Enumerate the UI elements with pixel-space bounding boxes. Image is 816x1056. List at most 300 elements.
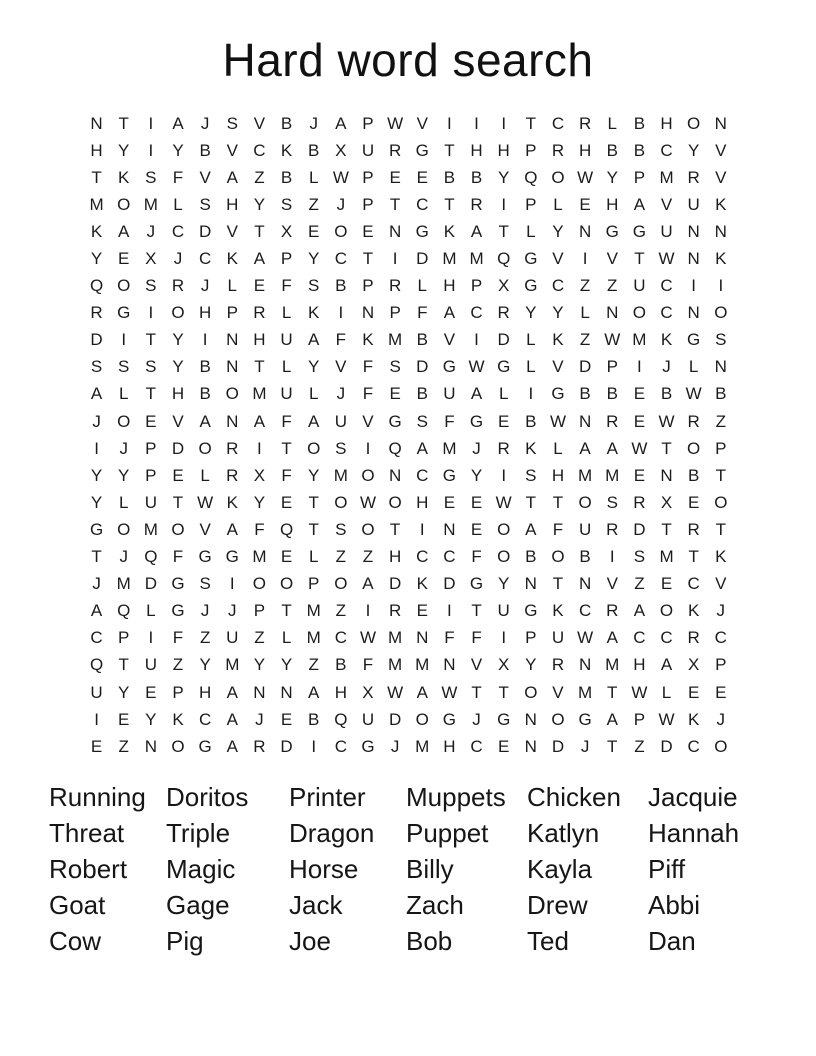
grid-letter: E [145, 411, 157, 431]
grid-letter: A [335, 113, 347, 133]
grid-letter: T [145, 384, 157, 404]
grid-letter: O [171, 519, 185, 539]
grid-letter: B [308, 709, 320, 729]
grid-row [83, 489, 734, 516]
grid-letter: H [226, 194, 239, 214]
grid-letter: J [309, 113, 318, 133]
grid-letter: C [416, 547, 429, 567]
grid-letter: L [281, 357, 292, 377]
grid-letter: O [632, 303, 646, 323]
grid-letter: A [633, 194, 646, 214]
grid-letter: A [362, 574, 374, 594]
grid-letter: G [469, 411, 484, 431]
word-list-item: Triple [166, 818, 231, 848]
grid-letter: T [308, 519, 319, 539]
grid-letter: U [280, 384, 293, 404]
grid-letter: F [444, 411, 455, 431]
grid-letter: B [280, 167, 293, 187]
grid-letter: D [144, 574, 157, 594]
grid-letter: J [662, 357, 671, 377]
grid-letter: G [117, 303, 131, 323]
grid-letter: G [89, 519, 104, 539]
grid-letter: U [551, 628, 565, 648]
grid-letter: L [281, 628, 292, 648]
grid-letter: O [687, 438, 701, 458]
grid-letter: W [468, 357, 485, 377]
grid-letter: P [715, 655, 727, 675]
grid-letter: E [687, 682, 700, 702]
grid-letter: K [308, 303, 320, 323]
grid-letter: U [334, 411, 347, 431]
grid-letter: C [687, 736, 700, 756]
grid-letter: L [146, 601, 156, 621]
grid-letter: B [633, 140, 646, 160]
grid-row [83, 408, 734, 435]
grid-letter: R [388, 601, 402, 621]
grid-letter: A [660, 655, 673, 675]
grid-letter: E [118, 709, 130, 729]
word-list-item: Doritos [166, 782, 249, 812]
grid-letter: Z [579, 330, 591, 350]
grid-letter: C [171, 221, 185, 241]
grid-letter: U [90, 682, 103, 702]
grid-letter: S [389, 357, 401, 377]
grid-letter: P [715, 438, 727, 458]
grid-letter: D [578, 357, 592, 377]
grid-letter: T [661, 519, 672, 539]
word-list-item: Kayla [527, 854, 593, 884]
grid-letter: J [200, 113, 210, 133]
grid-letter: V [606, 249, 618, 269]
grid-letter: F [471, 628, 482, 648]
grid-letter: T [498, 221, 509, 241]
grid-letter: A [253, 411, 266, 431]
grid-letter: M [578, 465, 593, 485]
word-list-item: Running [49, 782, 146, 812]
grid-row [83, 110, 734, 137]
grid-letter: O [714, 303, 728, 323]
grid-letter: M [306, 628, 321, 648]
grid-letter: P [226, 303, 238, 323]
grid-letter: C [551, 113, 565, 133]
grid-letter: N [578, 655, 592, 675]
grid-letter: E [498, 411, 510, 431]
grid-letter: E [389, 167, 401, 187]
grid-letter: U [226, 628, 239, 648]
grid-letter: D [660, 736, 673, 756]
grid-letter: M [442, 249, 457, 269]
grid-letter: J [336, 384, 346, 404]
grid-letter: C [416, 465, 429, 485]
grid-letter: T [552, 574, 564, 594]
grid-letter: Z [199, 628, 211, 648]
grid-letter: R [606, 519, 619, 539]
grid-letter: W [685, 384, 702, 404]
grid-letter: T [308, 492, 319, 512]
grid-letter: L [607, 113, 617, 133]
grid-letter: B [416, 384, 428, 404]
grid-letter: R [687, 167, 700, 187]
grid-letter: R [171, 276, 185, 296]
grid-letter: T [91, 547, 102, 567]
grid-letter: T [281, 601, 292, 621]
grid-letter: W [495, 492, 512, 512]
grid-letter: E [715, 682, 727, 702]
grid-letter: A [308, 330, 320, 350]
grid-letter: D [633, 519, 646, 539]
grid-letter: J [580, 736, 590, 756]
grid-letter: L [553, 438, 563, 458]
grid-letter: A [226, 682, 238, 702]
grid-letter: S [280, 194, 293, 214]
grid-letter: W [631, 438, 648, 458]
grid-letter: B [280, 113, 293, 133]
grid-letter: N [443, 655, 456, 675]
grid-letter: U [361, 709, 375, 729]
grid-letter: K [226, 249, 238, 269]
grid-letter: Y [145, 709, 157, 729]
grid-letter: F [172, 167, 184, 187]
grid-letter: D [198, 221, 212, 241]
grid-letter: K [90, 221, 103, 241]
grid-letter: G [442, 709, 457, 729]
grid-letter: M [143, 194, 158, 214]
grid-letter: X [335, 140, 347, 160]
grid-row [83, 300, 734, 327]
grid-letter: B [335, 655, 347, 675]
grid-letter: Q [334, 709, 348, 729]
grid-letter: N [578, 221, 592, 241]
grid-letter: R [551, 655, 565, 675]
grid-letter: K [715, 194, 727, 214]
grid-letter: O [551, 167, 565, 187]
grid-letter: Y [280, 655, 293, 675]
grid-letter: I [94, 438, 99, 458]
grid-letter: T [498, 682, 509, 702]
word-list-item: Magic [166, 854, 236, 884]
grid-letter: J [228, 601, 237, 621]
word-list-item: Cow [49, 926, 102, 956]
grid-letter: M [225, 655, 240, 675]
grid-letter: E [660, 574, 673, 594]
grid-letter: F [172, 628, 184, 648]
grid-letter: U [144, 492, 157, 512]
grid-letter: L [580, 303, 590, 323]
grid-letter: J [92, 411, 101, 431]
grid-letter: V [226, 140, 238, 160]
grid-letter: Y [525, 655, 537, 675]
grid-letter: J [119, 547, 128, 567]
grid-letter: N [660, 465, 673, 485]
grid-letter: V [335, 357, 347, 377]
grid-letter: P [145, 438, 157, 458]
grid-letter: Q [89, 655, 104, 675]
grid-letter: C [551, 276, 565, 296]
grid-letter: Q [524, 167, 538, 187]
grid-letter: T [389, 194, 401, 214]
grid-letter: S [145, 357, 157, 377]
grid-letter: G [442, 357, 457, 377]
grid-letter: B [525, 411, 537, 431]
grid-letter: K [660, 330, 673, 350]
word-list-item: Dan [648, 926, 696, 956]
grid-letter: L [308, 384, 319, 404]
grid-letter: C [660, 303, 673, 323]
grid-letter: E [687, 492, 700, 512]
grid-letter: G [469, 574, 484, 594]
grid-letter: Y [552, 221, 564, 241]
grid-letter: J [716, 601, 726, 621]
grid-letter: A [90, 601, 103, 621]
grid-letter: O [415, 709, 429, 729]
word-list-item: Horse [289, 854, 359, 884]
grid-letter: W [549, 411, 566, 431]
grid-letter: V [443, 330, 456, 350]
grid-letter: Y [470, 465, 483, 485]
grid-letter: W [604, 330, 621, 350]
grid-letter: T [281, 438, 292, 458]
grid-letter: E [389, 384, 401, 404]
grid-letter: D [497, 330, 510, 350]
grid-letter: I [94, 709, 99, 729]
grid-letter: N [416, 628, 429, 648]
grid-letter: P [606, 357, 618, 377]
grid-letter: G [524, 601, 538, 621]
grid-row [83, 245, 734, 272]
grid-letter: Z [579, 276, 591, 296]
grid-letter: N [361, 303, 375, 323]
grid-letter: N [687, 249, 700, 269]
grid-letter: B [199, 140, 211, 160]
grid-letter: B [416, 330, 428, 350]
grid-letter: X [362, 682, 374, 702]
grid-letter: N [714, 221, 727, 241]
grid-letter: A [226, 167, 238, 187]
grid-letter: T [145, 330, 157, 350]
grid-letter: K [172, 709, 184, 729]
grid-letter: I [691, 276, 697, 296]
grid-letter: G [497, 709, 511, 729]
grid-letter: T [118, 113, 129, 133]
word-list-item: Joe [289, 926, 331, 956]
grid-letter: W [359, 628, 376, 648]
grid-letter: C [470, 736, 483, 756]
grid-letter: S [90, 357, 103, 377]
grid-letter: V [253, 113, 266, 133]
grid-letter: I [365, 438, 371, 458]
grid-letter: G [524, 276, 538, 296]
grid-letter: I [501, 194, 507, 214]
grid-letter: M [388, 330, 403, 350]
grid-letter: O [659, 601, 674, 621]
grid-letter: D [551, 736, 565, 756]
grid-letter: T [471, 601, 482, 621]
grid-letter: F [281, 411, 292, 431]
grid-letter: M [388, 628, 403, 648]
grid-letter: O [252, 574, 267, 594]
grid-letter: S [226, 113, 238, 133]
grid-letter: R [687, 519, 700, 539]
grid-letter: I [148, 303, 154, 323]
grid-letter: E [470, 492, 483, 512]
grid-letter: F [281, 276, 292, 296]
grid-letter: U [361, 140, 375, 160]
grid-letter: H [606, 194, 619, 214]
grid-letter: M [632, 330, 647, 350]
grid-letter: G [361, 736, 375, 756]
grid-letter: I [229, 574, 235, 594]
grid-letter: O [279, 574, 294, 594]
grid-letter: S [118, 357, 130, 377]
grid-letter: W [577, 167, 594, 187]
grid-letter: M [143, 519, 158, 539]
grid-letter: Q [497, 249, 511, 269]
grid-letter: A [226, 736, 238, 756]
grid-letter: K [362, 330, 374, 350]
grid-letter: X [280, 221, 293, 241]
grid-letter: E [280, 547, 293, 567]
grid-letter: P [633, 709, 646, 729]
grid-letter: V [199, 167, 211, 187]
grid-letter: E [253, 276, 266, 296]
grid-letter: N [687, 303, 700, 323]
grid-letter: H [198, 303, 212, 323]
grid-letter: P [172, 682, 184, 702]
grid-letter: Z [118, 736, 129, 756]
grid-letter: C [198, 249, 212, 269]
grid-letter: P [362, 276, 374, 296]
grid-letter: S [308, 276, 320, 296]
grid-letter: Y [253, 655, 266, 675]
grid-letter: N [280, 682, 293, 702]
grid-letter: L [227, 276, 237, 296]
grid-letter: S [633, 547, 646, 567]
word-list-item: Jack [289, 890, 343, 920]
grid-letter: Z [308, 655, 319, 675]
grid-letter: C [660, 628, 673, 648]
grid-letter: L [526, 357, 536, 377]
grid-letter: W [658, 709, 675, 729]
grid-letter: I [501, 628, 507, 648]
grid-letter: I [501, 113, 507, 133]
grid-letter: Z [607, 276, 618, 296]
grid-letter: I [718, 276, 724, 296]
grid-letter: P [362, 167, 374, 187]
grid-letter: P [362, 113, 374, 133]
grid-letter: K [416, 574, 428, 594]
grid-letter: A [199, 411, 211, 431]
grid-row [83, 381, 734, 408]
grid-letter: O [687, 113, 701, 133]
grid-letter: W [441, 682, 458, 702]
grid-letter: A [118, 221, 130, 241]
grid-letter: H [660, 113, 673, 133]
grid-letter: T [444, 194, 455, 214]
grid-letter: Y [172, 330, 184, 350]
grid-letter: G [198, 547, 212, 567]
grid-letter: M [659, 167, 674, 187]
grid-letter: P [145, 465, 157, 485]
grid-letter: I [338, 303, 344, 323]
grid-letter: C [416, 194, 429, 214]
grid-letter: C [90, 628, 103, 648]
word-list-item: Zach [406, 890, 464, 920]
grid-letter: H [497, 140, 510, 160]
grid-letter: L [200, 465, 210, 485]
grid-letter: Y [552, 303, 564, 323]
grid-letter: M [442, 438, 457, 458]
word-list-item: Drew [527, 890, 588, 920]
grid-letter: H [578, 140, 592, 160]
grid-letter: O [117, 194, 131, 214]
grid-letter: U [497, 601, 510, 621]
grid-letter: F [471, 547, 482, 567]
grid-letter: I [474, 330, 479, 350]
grid-letter: D [416, 249, 429, 269]
word-list-item: Dragon [289, 818, 375, 848]
grid-letter: Y [308, 249, 320, 269]
grid-letter: T [362, 249, 374, 269]
grid-letter: L [526, 221, 536, 241]
grid-letter: E [118, 249, 130, 269]
grid-letter: A [308, 682, 320, 702]
grid-letter: E [633, 465, 646, 485]
word-list-item: Ted [527, 926, 569, 956]
grid-letter: E [443, 492, 456, 512]
grid-letter: G [442, 465, 457, 485]
grid-letter: K [118, 167, 130, 187]
grid-letter: I [447, 601, 452, 621]
grid-letter: N [226, 411, 239, 431]
grid-letter: Y [90, 249, 103, 269]
grid-letter: F [362, 384, 374, 404]
grid-letter: L [173, 194, 183, 214]
grid-letter: A [606, 709, 618, 729]
grid-letter: P [389, 303, 401, 323]
grid-letter: O [171, 736, 185, 756]
grid-letter: P [525, 140, 537, 160]
grid-letter: R [606, 601, 619, 621]
grid-letter: Z [335, 601, 347, 621]
grid-letter: N [226, 357, 239, 377]
grid-letter: V [470, 655, 483, 675]
grid-letter: R [606, 411, 619, 431]
grid-row [83, 354, 734, 381]
grid-letter: C [443, 547, 456, 567]
grid-letter: T [471, 682, 482, 702]
grid-letter: R [687, 628, 700, 648]
grid-letter: W [387, 113, 404, 133]
grid-letter: A [416, 682, 428, 702]
grid-letter: H [443, 736, 456, 756]
grid-letter: Y [253, 492, 266, 512]
grid-letter: M [116, 574, 131, 594]
grid-letter: Z [172, 655, 184, 675]
word-list-item: Threat [49, 818, 125, 848]
grid-letter: O [334, 574, 348, 594]
grid-letter: G [171, 601, 185, 621]
grid-letter: F [362, 357, 374, 377]
grid-letter: O [551, 709, 565, 729]
grid-letter: C [470, 303, 483, 323]
grid-letter: S [335, 519, 347, 539]
grid-letter: N [226, 330, 239, 350]
grid-letter: F [172, 547, 184, 567]
grid-letter: V [552, 682, 564, 702]
grid-letter: L [417, 276, 427, 296]
word-list-item: Abbi [648, 890, 701, 920]
grid-letter: J [255, 709, 264, 729]
